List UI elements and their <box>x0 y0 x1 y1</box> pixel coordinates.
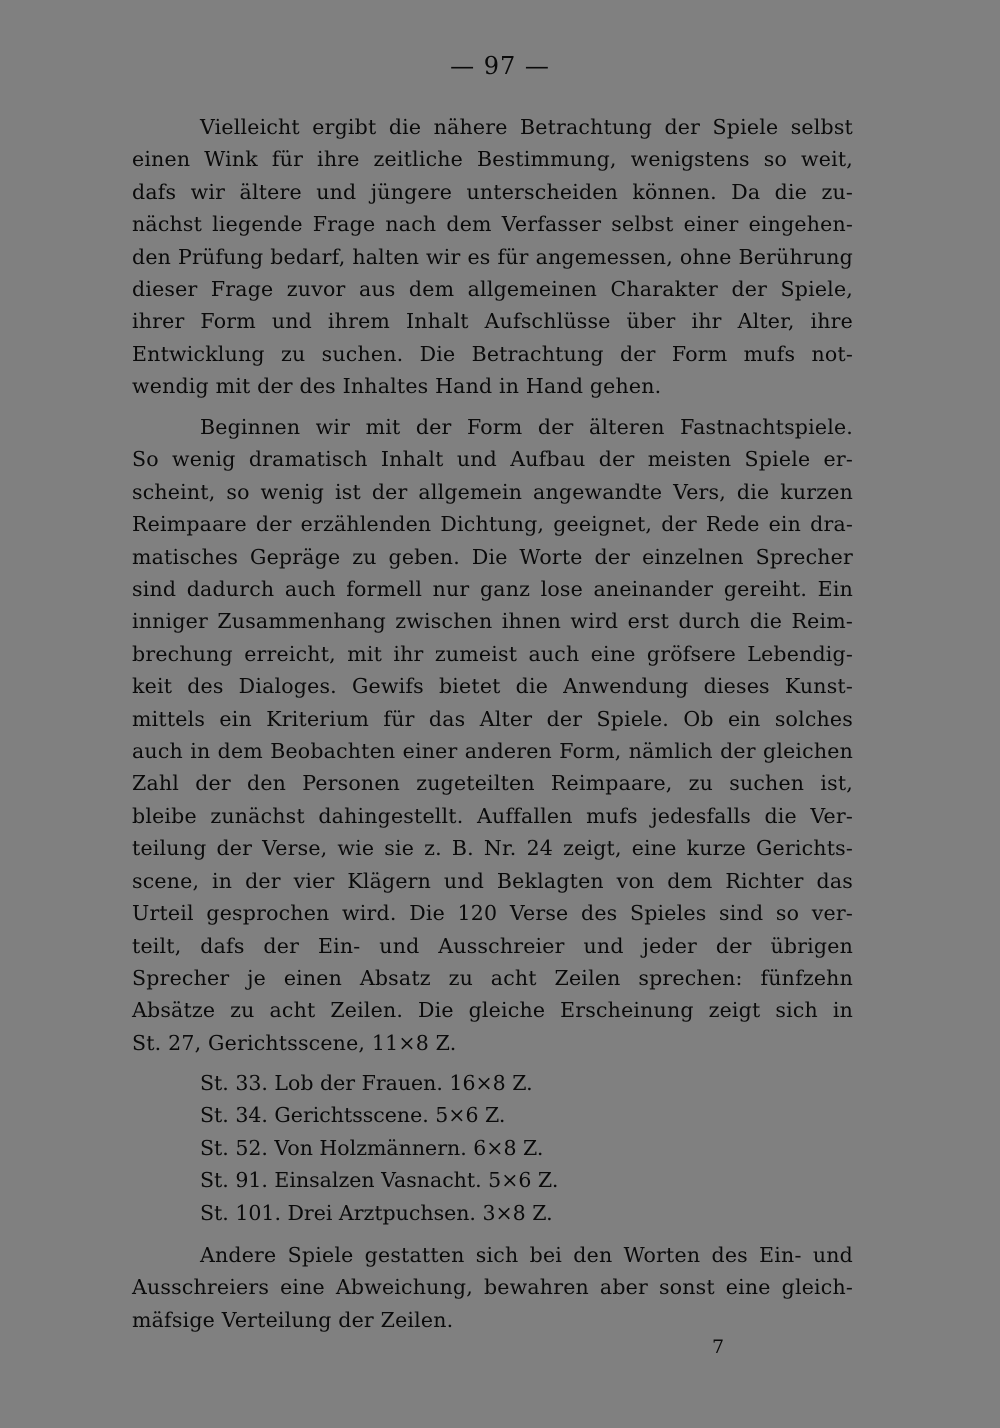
text-line: ihrer Form und ihrem Inhalt Aufschlüsse über ihr Alter, ihre <box>132 309 853 334</box>
text-line: den Prüfung bedarf, halten wir es für angemessen, ohne Berührung <box>132 244 853 269</box>
text-line: Ausschreiers eine Abweichung, bewahren aber sonst eine gleich- <box>132 1275 853 1300</box>
text-line: So wenig dramatisch Inhalt und Aufbau der meisten Spiele er- <box>132 447 853 472</box>
text-line: Reimpaare der erzählenden Dichtung, geeignet, der Rede ein dra- <box>132 512 853 537</box>
page-number: — 97 — <box>450 52 550 80</box>
text-line: teilt, dafs der Ein- und Ausschreier und jeder der übrigen <box>132 933 853 958</box>
text-line: Absätze zu acht Zeilen. Die gleiche Erscheinung zeigt sich in <box>132 998 853 1023</box>
text-line: Andere Spiele gestatten sich bei den Worten des Ein- und <box>200 1243 853 1267</box>
text-line: mittels ein Kriterium für das Alter der Spiele. Ob ein solches <box>132 706 853 731</box>
text-line: scene, in der vier Klägern und Beklagten von dem Richter das <box>132 868 853 893</box>
text-line: Entwicklung zu suchen. Die Betrachtung der Form mufs not- <box>132 341 853 366</box>
text-line: Urteil gesprochen wird. Die 120 Verse des Spieles sind so ver- <box>132 901 853 926</box>
list-item: St. 52. Von Holzmännern. 6×8 Z. <box>200 1135 544 1160</box>
text-line: inniger Zusammenhang zwischen ihnen wird erst durch die Reim- <box>132 609 853 634</box>
list-item: St. 91. Einsalzen Vasnacht. 5×6 Z. <box>200 1168 559 1193</box>
text-line: dafs wir ältere und jüngere unterscheiden können. Da die zu- <box>132 179 853 204</box>
text-line: scheint, so wenig ist der allgemein angewandte Vers, die kurzen <box>132 479 853 504</box>
text-line: nächst liegende Frage nach dem Verfasser selbst einer eingehen- <box>132 212 853 237</box>
text-line: dieser Frage zuvor aus dem allgemeinen Charakter der Spiele, <box>132 277 853 302</box>
paragraph-3 <box>132 1239 853 1336</box>
text-line: matisches Gepräge zu geben. Die Worte der einzelnen Sprecher <box>132 544 853 569</box>
text-line: Beginnen wir mit der Form der älteren Fastnachtspiele. <box>200 415 853 439</box>
list-item: St. 101. Drei Arztpuchsen. 3×8 Z. <box>200 1200 553 1225</box>
text-line: brechung erreicht, mit ihr zumeist auch eine gröfsere Lebendig- <box>132 641 853 666</box>
text-line: keit des Dialoges. Gewifs bietet die Anwendung dieses Kunst- <box>132 674 853 699</box>
text-line: mäfsige Verteilung der Zeilen. <box>132 1307 454 1332</box>
text-line: St. 27, Gerichtsscene, 11×8 Z. <box>132 1030 457 1055</box>
printer-signature: 7 <box>712 1336 725 1358</box>
text-line: Zahl der den Personen zugeteilten Reimpaare, zu suchen ist, <box>132 771 853 796</box>
text-line: teilung der Verse, wie sie z. B. Nr. 24 zeigt, eine kurze Gerichts- <box>132 836 853 861</box>
text-line: sind dadurch auch formell nur ganz lose aneinander gereiht. Ein <box>132 577 853 602</box>
text-line: wendig mit der des Inhaltes Hand in Hand gehen. <box>132 374 662 399</box>
text-line: Sprecher je einen Absatz zu acht Zeilen sprechen: fünfzehn <box>132 965 853 990</box>
text-line: Vielleicht ergibt die nähere Betrachtung der Spiele selbst <box>200 115 853 139</box>
play-list <box>200 1067 558 1229</box>
paragraph-1 <box>132 111 853 403</box>
text-line: auch in dem Beobachten einer anderen Form, nämlich der gleichen <box>132 739 853 764</box>
list-item: St. 34. Gerichtsscene. 5×6 Z. <box>200 1103 506 1128</box>
text-line: bleibe zunächst dahingestellt. Auffallen mufs jedesfalls die Ver- <box>132 803 853 828</box>
list-item: St. 33. Lob der Frauen. 16×8 Z. <box>200 1071 533 1095</box>
paragraph-2 <box>132 411 853 1059</box>
text-line: einen Wink für ihre zeitliche Bestimmung, wenigstens so weit, <box>132 147 853 172</box>
